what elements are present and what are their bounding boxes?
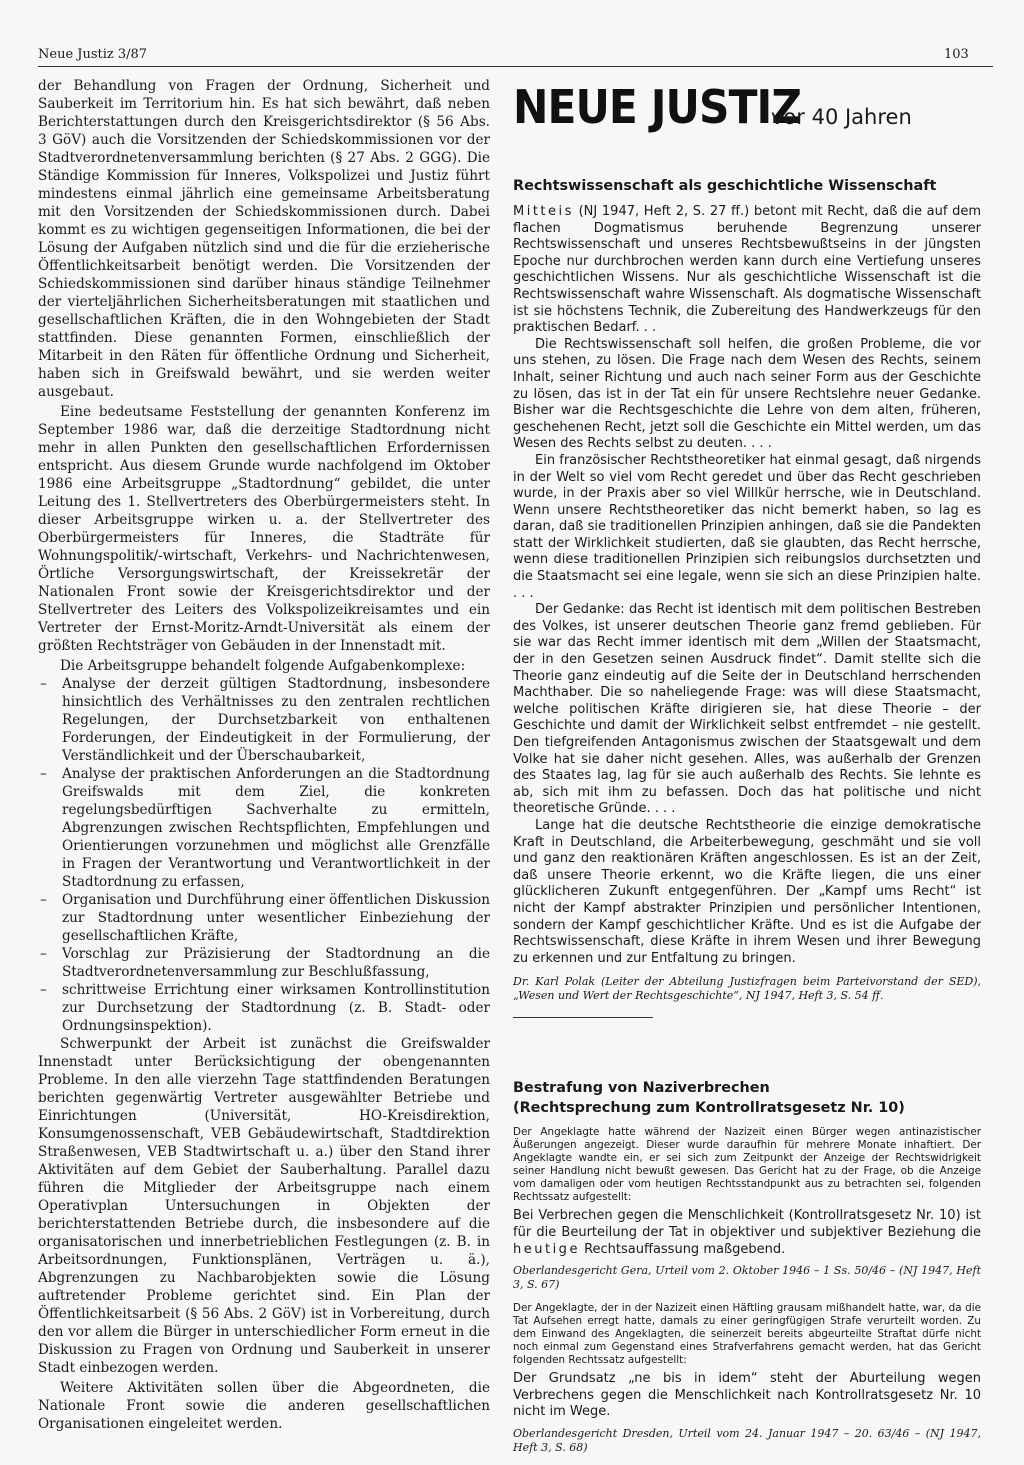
legal-principle bbox=[513, 1208, 981, 1258]
section-divider bbox=[513, 1017, 653, 1018]
paragraph: Der Gedanke: das Recht ist identisch mit dem politischen Bestreben des Volkes, ist unserer deutschen Theorie ganz fremd geblieben. Für sie war das Recht immer identisch mit dem „Willen der Staatsmacht, der in den Gesetzen seinen Ausdruck findet“. Damit stellte sich die Theorie ganz eindeutig auf die Seite der in Deutschland herrschenden Machthaber. Die so naheliegende Frage: was will diese Staatsmacht, welche politischen Kräfte dirigieren sie, hat diese Theorie – der Geschichte und damit der Wirklichkeit selbst entfremdet – nie gestellt. Den tiefgreifenden Antagonismus zwischen der Staatsgewalt und dem Volke hat sie daher nicht gesehen. Alles, was außerhalb der Grenzen des Staates lag, lag für sie auch außerhalb des Rechts. Sie lehnte es ab, sich mit ihm zu befassen. Doch das hat politische und nicht theoretische Gründe. . . . bbox=[513, 602, 981, 817]
paragraph: Eine bedeutsame Feststellung der genannten Konferenz im September 1986 war, daß die derzeitige Stadtordnung nicht mehr in allen Punkten den gesellschaftlichen Erfordernissen entspricht. Aus diesem Grunde wurde nachfolgend im Oktober 1986 eine Arbeitsgruppe „Stadtordnung“ gebildet, die unter Leitung des 1. Stellvertreters des Oberbürgermeisters steht. In dieser Arbeitsgruppe wirken u. a. der Stellvertreter des Oberbürgermeisters für Inneres, die Stadträte für Wohnungspolitik/-wirtschaft, Verkehrs- und Nachrichtenwesen, Örtliche Versorgungswirtschaft, der Kreissekretär der Nationalen Front sowie der Kreisgerichtsdirektor und der Stellvertreter des Leiters des Volkspolizeikreisamtes und ein Vertreter der Ernst-Moritz-Arndt-Universität als einem der größten Rechtsträger von Gebäuden in der Innenstadt mit. bbox=[38, 404, 490, 654]
list-item: – Organisation und Durchführung einer öffentlichen Diskussion zur Stadtordnung unter wesentlicher Einbeziehung der gesellschaftlichen Kräfte, bbox=[38, 891, 490, 945]
page-number: 103 bbox=[944, 47, 969, 62]
case-summary: Der Angeklagte hatte während der Nazizeit einen Bürger wegen antinazistischer Äußerungen angezeigt. Dieser wurde daraufhin für mehrere Monate inhaftiert. Der Angeklagte wandte ein, er sei sich zum Zeitpunkt der Anzeige der Rechtswidrigkeit seiner Handlung nicht bewußt gewesen. Das Gericht hat zu der Frage, ob die Anzeige vom damaligen oder vom heutigen Rechtsstandpunkt aus zu betrachten sei, folgenden Rechtssatz aufgestellt: bbox=[513, 1126, 981, 1204]
paragraph: Schwerpunkt der Arbeit ist zunächst die Greifswalder Innenstadt unter Berücksichtigung der obengenannten Probleme. In den alle vierzehn Tage stattfindenden Beratungen berichten gegenwärtig Vertreter ausgewählter Betriebe und Einrichtungen (Universität, HO-Kreisdirektion, Konsumgenossenschaft, VEB Gebäudewirtschaft, Stadtdirektion Straßenwesen, VEB Stadtwirtschaft u. a.) über den Stand ihrer Aktivitäten auf dem Gebiet der Sauberhaltung. Parallel dazu führen die Mitglieder der Arbeitsgruppe nach einem Operativplan Untersuchungen in Objekten der berichterstattenden Betriebe durch, die insbesondere auf die organisatorischen und innerbetrieblichen Festlegungen (z. B. in Arbeitsordnungen, Funktionsplänen, Verträgen u. ä.), Abgrenzungen zu Nachbarobjekten sowie die Lösung auftretender Probleme gerichtet sind. Ein Plan der Öffentlichkeitsarbeit (§ 56 Abs. 2 GöV) ist in Vorbereitung, durch den vor allem die Bürger in unterschiedlicher Form erneut in die Diskussion zu Fragen von Ordnung und Sauberkeit in unserer Stadt einbezogen werden. bbox=[38, 1036, 490, 1376]
logo-subtitle: vor 40 Jahren bbox=[771, 105, 912, 129]
right-column bbox=[513, 77, 981, 1465]
paragraph-text: (NJ 1947, Heft 2, S. 27 ff.) betont mit Recht, daß die auf dem flachen Dogmatismus beruhende Begrenzung unserer Rechtswissenschaft und unseres Rechtsbewußtseins in der jüngsten Epoche nur durchbrochen werden kann durch eine Vertiefung unseres geschichtlichen Wissens. Nur als geschichtliche Wissenschaft ist die Rechtswissenschaft wahre Wissenschaft. Als dogmatische Wissenschaft ist sie höchstens Technik, die Zubereitung des Handwerkzeugs für den praktischen Bedarf. . . bbox=[513, 204, 981, 336]
section-heading: Rechtswissenschaft als geschichtliche Wissenschaft bbox=[513, 178, 937, 194]
principle-text: Rechtsauffassung maßgebend. bbox=[584, 1241, 786, 1257]
paragraph: der Behandlung von Fragen der Ordnung, Sicherheit und Sauberkeit im Territorium hin. Es hat sich bewährt, daß neben Berichterstattungen durch den Kreisgerichtsdirektor (§ 56 Abs. 3 GöV) auch die Vorsitzenden der Schiedskommissionen vor der Stadtverordnetenversammlung berichten (§ 27 Abs. 2 GGG). Die Ständige Kommission für Inneres, Volkspolizei und Justiz führt mindestens einmal jährlich eine gemeinsame Arbeitsberatung mit den Vorsitzenden der Schiedskommissionen durch. Dabei kommt es zu wichtigen gegenseitigen Informationen, die bei der Lösung der Aufgaben nützlich sind und die für die erzieherische Öffentlichkeitsarbeit benötigt werden. Die Vorsitzenden der Schiedskommissionen sind darüber hinaus ständige Teilnehmer der vierteljährlichen Sicherheitsberatungen mit staatlichen und gesellschaftlichen Kräften, die in den Wohngebieten der Stadt stattfinden. Diese genannten Formen, einschließlich der Mitarbeit in den Räten für öffentliche Ordnung und Sicherheit, haben sich in Greifswald bewährt, und sie werden weiter ausgebaut. bbox=[38, 78, 490, 400]
emphasized-word: heutige bbox=[513, 1241, 580, 1257]
header-rule bbox=[38, 66, 993, 67]
list-item: – Analyse der derzeit gültigen Stadtordnung, insbesondere hinsichtlich des Verhältnisses zu den zentralen rechtlichen Regelungen, der Durchsetzbarkeit von enthaltenen Forderungen, der Eindeutigkeit in der Formulierung, der Verständlichkeit und der Überschaubarkeit, bbox=[38, 675, 490, 765]
case-summary: Der Angeklagte, der in der Nazizeit einen Häftling grausam mißhandelt hatte, war, da die Tat Aufsehen erregt hatte, damals zu einer geringfügigen Strafe verurteilt worden. Zu dem Einwand des Angeklagten, die seinerzeit bereits abgeurteilte Straftat dürfe nicht noch einmal zum Gegenstand eines Strafverfahrens gemacht werden, hat das Gericht folgenden Rechtssatz aufgestellt: bbox=[513, 1302, 981, 1367]
running-header: Neue Justiz 3/87 bbox=[38, 47, 148, 62]
heading-line: (Rechtsprechung zum Kontrollratsgesetz Nr. 10) bbox=[513, 1100, 905, 1117]
court-citation: Oberlandesgericht Gera, Urteil vom 2. Oktober 1946 – 1 Ss. 50/46 – (NJ 1947, Heft 3, S. 67) bbox=[513, 1264, 981, 1292]
paragraph: Weitere Aktivitäten sollen über die Abgeordneten, die Nationale Front sowie die anderen gesellschaftlichen Organisationen eingeleitet werden. bbox=[38, 1380, 490, 1432]
principle-text: Bei Verbrechen gegen die Menschlichkeit (Kontrollratsgesetz Nr. 10) ist für die Beurteilung der Tat in objektiver und subjektiver Beziehung die bbox=[513, 1208, 981, 1240]
list-item: – Vorschlag zur Präzisierung der Stadtordnung an die Stadtverordnetenversammlung zur Beschlußfassung, bbox=[38, 945, 490, 981]
left-column bbox=[38, 77, 490, 1433]
paragraph: Lange hat die deutsche Rechtstheorie die einzige demokratische Kraft in Deutschland, die Arbeiterbewegung, geschmäht und sie voll und ganz den reaktionären Kräften angeschlossen. Es ist an der Zeit, daß unsere Theorie erkennt, wo die Kräfte liegen, die uns einer glücklicheren Zukunft entgegenführen. Der „Kampf ums Recht“ ist nicht der Kampf abstrakter Prinzipien und persönlicher Intentionen, sondern der Kampf geschichtlicher Kräfte. Und es ist die Aufgabe der Rechtswissenschaft, diese Kräfte in ihrem Wesen und ihrer Bewegung zu erkennen und zur Entfaltung zu bringen. bbox=[513, 817, 981, 966]
neue-justiz-logo: NEUE JUSTIZ bbox=[513, 80, 802, 134]
masthead bbox=[513, 77, 981, 152]
paragraph: Die Rechtswissenschaft soll helfen, die großen Probleme, die vor uns stehen, zu lösen. Die Frage nach dem Wesen des Rechts, seinem Inhalt, seiner Richtung und auch nach seiner Form aus der Geschichte zu lösen, das ist in der Tat ein für unsere Rechtslehre neuer Gedanke. Bisher war die Rechtsgeschichte die Lehre von dem alten, früheren, geschehenen Recht, jetzt soll die Geschichte ein Mittel werden, um das Wesen des Rechts selbst zu deuten. . . . bbox=[513, 336, 981, 452]
heading-line: Bestrafung von Naziverbrechen bbox=[513, 1080, 770, 1097]
paragraph: Die Arbeitsgruppe behandelt folgende Aufgabenkomplexe: bbox=[60, 658, 466, 674]
list-item: – schrittweise Errichtung einer wirksamen Kontrollinstitution zur Durchsetzung der Stadtordnung (z. B. Stadt- oder Ordnungsinspektion). bbox=[38, 981, 490, 1035]
section-heading bbox=[513, 1078, 981, 1118]
author-name: Mitteis bbox=[513, 204, 574, 219]
legal-principle: Der Grundsatz „ne bis in idem“ steht der Aburteilung wegen Verbrechens gegen die Menschlichkeit nach Kontrollratsgesetz Nr. 10 nicht im Wege. bbox=[513, 1371, 981, 1420]
court-citation: Oberlandesgericht Dresden, Urteil vom 24. Januar 1947 – 20. 63/46 – (NJ 1947, Heft 3, S. 68) bbox=[513, 1426, 981, 1454]
paragraph: Ein französischer Rechtstheoretiker hat einmal gesagt, daß nirgends in der Welt so viel vom Recht geredet und über das Recht geschrieben wurde, in der Praxis aber so viel Willkür herrsche, wie in Deutschland. Wenn unsere Rechtstheoretiker das nicht bemerkt haben, so lag es daran, daß sie traditionellen Prinzipien anhingen, daß sie die Pandekten statt der Wirklichkeit studierten, daß sie glaubten, das Recht herrsche, wenn diese traditionellen Prinzipien sich reibungslos durchsetzten und die Staatsmacht sei eine legale, wenn sie sich an diese Prinzipien halte. . . . bbox=[513, 452, 981, 601]
citation: Dr. Karl Polak (Leiter der Abteilung Justizfragen beim Parteivorstand der SED), „Wesen und Wert der Rechtsgeschichte“, NJ 1947, Heft 3, S. 54 ff. bbox=[513, 975, 981, 1003]
paragraph bbox=[513, 204, 981, 337]
list-item: – Analyse der praktischen Anforderungen an die Stadtordnung Greifswalds mit dem Ziel, die konkreten regelungsbedürftigen Sachverhalte zu ermitteln, Abgrenzungen zwischen Rechtspflichten, Empfehlungen und Orientierungen vorzunehmen und möglichst alle Grenzfälle in Fragen der Verantwortung und Verantwortlichkeit in der Stadtordnung zu erfassen, bbox=[38, 765, 490, 891]
